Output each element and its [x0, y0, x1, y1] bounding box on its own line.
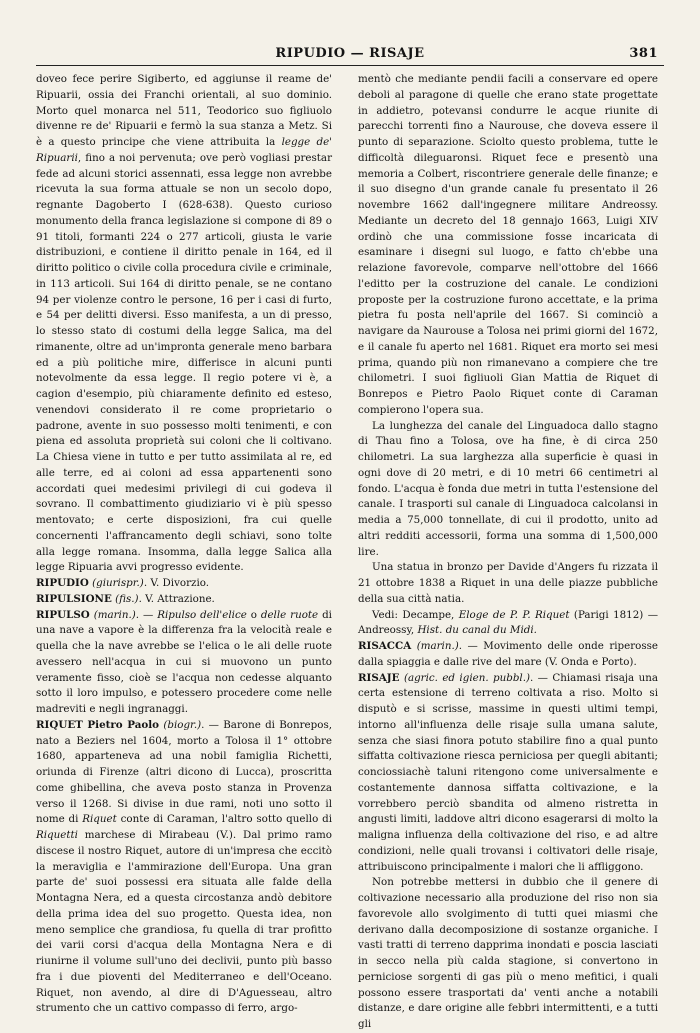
right-column	[358, 72, 658, 1033]
running-title: RIPUDIO — RISAJE	[275, 46, 425, 61]
paragraph-riquet-cont: mentò che mediante pendii facili a conservare ed opere deboli al paragone di quelle che erano state progettate in addietro, potevansi condurre le acque riunite di parecchi torrenti fino a Naurouse, che doveva essere il punto di separazione. Sciolto questo problema, tutte le difficoltà dileguaronsi. Riquet fece e presentò una memoria a Colbert, riscontriere generale delle finanze; e il suo disegno d'un grande canale fu presentato il 26 novembre 1662 dall'ingegnere militare Andreossy. Mediante un decreto del 18 gennajo 1663, Luigi XIV ordinò che una commissione fosse incaricata di esaminare i disegni sul luogo, e fatto ch'ebbe una relazione favorevole, comparve nell'ottobre del 1666 l'editto per la costruzione del canale. Le condizioni proposte per la costruzione furono accettate, e la prima pietra fu posta nell'aprile del 1667. Si cominciò a navigare da Naurouse a Tolosa nei primi giorni del 1672, e il canale fu aperto nel 1681. Riquet era morto sei mesi prima, quando più non rimanevano a compiere che tre chilometri. I suoi figliuoli Gian Mattia de Riquet di Bonrepos e Pietro Paolo Riquet conte di Caraman compierono l'opera sua.	[358, 73, 658, 416]
paragraph-vedi: Vedi: Decampe, Eloge de P. P. Riquet (Parigi 1812) — Andreossy, Hist. du canal du Midi.	[358, 608, 658, 637]
entry-ripulso: RIPULSO (marin.). — Ripulso dell'elice o delle ruote di una nave a vapore è la differenza fra la velocità reale e quella che la nave avrebbe se l'elica o le ali delle ruote avessero nell'acqua in cui si muovono un punto veramente fisso, cioè se l'acqua non cedesse alquanto sotto il loro impulso, e potessero procedere come nelle madreviti e negli ingranaggi.	[36, 608, 332, 715]
entry-risacca: RISACCA (marin.). — Movimento delle onde riperosse dalla spiaggia e dalle rive del mare (V. Onda e Porto).	[358, 640, 658, 668]
entry-ripudio: RIPUDIO (giurispr.). V. Divorzio.	[36, 577, 210, 589]
header-rule	[36, 65, 664, 66]
left-column	[36, 72, 332, 1017]
entry-riquet: RIQUET Pietro Paolo (biogr.). — Barone di Bonrepos, nato a Beziers nel 1604, morto a Tolosa il 1° ottobre 1680, apparteneva ad una nobil famiglia Richetti, oriunda di Firenze (altri dicono di Lucca), proscritta come ghibellina, che aveva posto stanza in Provenza verso il 1268. Si divise in due rami, noti uno sotto il nome di Riquet conte di Caraman, l'altro sotto quello di Riquetti marchese di Mirabeau (V.). Dal primo ramo discese il nostro Riquet, autore di un'impresa che eccitò la meraviglia e l'ammirazione dell'Europa. Una gran parte de' suoi possessi era situata alle falde della Montagna Nera, ed a questa circostanza andò debitore della prima idea del suo progetto. Questa idea, non meno semplice che grandiosa, fu quella di trar profitto dei varii corsi d'acqua della Montagna Nera e di riunirne il volume sull'uno dei declivii, punto più basso fra i due pioventi del Mediterraneo e dell'Oceano. Riquet, non avendo, al dire di D'Aguesseau, altro strumento che un cattivo compasso di ferro, argo-	[36, 718, 332, 1015]
paragraph-canal-length: La lunghezza del canale del Linguadoca dallo stagno di Thau fino a Tolosa, ove ha fine, è di circa 250 chilometri. La sua larghezza alla superficie è quasi in ogni dove di 20 metri, e di 10 metri 66 centimetri al fondo. L'acqua è fonda due metri in tutta l'estensione del canale. I trasporti sul canale di Linguadoca calcolansi in media a 75,000 tonnellate, di cui il prodotto, unito ad altri redditi accessorii, forma una somma di 1,500,000 lire.	[358, 419, 658, 558]
entry-ripulsione: RIPULSIONE (fis.). V. Attrazione.	[36, 592, 215, 605]
paragraph-ripuarii: doveo fece perire Sigiberto, ed aggiunse il reame de' Ripuarii, ossia dei Franchi orientali, al suo dominio. Morto quel monarca nel 511, Teodorico suo figliuolo divenne re de' Ripuarii e fermò la sua stanza a Metz. Si è a questo principe che viene attribuita la legge de' Ripuarii, fino a noi pervenuta; ove però vogliasi prestar fede ad alcuni storici assennati, essa legge non avrebbe ricevuta la sua forma attuale se non un secolo dopo, regnante Dagoberto I (628-638). Questo curioso monumento della franca legislazione si compone di 89 o 91 titoli, formanti 224 o 277 articoli, giusta le varie distribuzioni, e contiene il diritto penale in 164, ed il diritto politico o civile colla procedura civile e criminale, in 113 articoli. Sui 164 di diritto penale, se ne contano 94 per violenze contro le persone, 16 per i casi di furto, e 54 per delitti diversi. Esso manifesta, a un di presso, lo stesso stato di costumi della legge Salica, ma del rimanente, oltre ad un'impronta generale meno barbara ed a più politiche mire, differisce in alcuni punti notevolmente da essa legge. Il regio potere vi è, a cagion d'esempio, più chiaramente definito ed esteso, venendovi considerato il re come proprietario o padrone, avente in suo possesso molti tenimenti, e con piena ed assoluta proprietà sui coloni che li coltivano. La Chiesa viene in tutto e per tutto assimilata al re, ed alle terre, ed ai coloni ad essa appartenenti sono accordati quei medesimi privilegi di cui godeva il sovrano. Il combattimento giudiziario vi è più spesso mentovato; e certe disposizioni, fra cui quelle concernenti l'affrancamento degli schiavi, sono tolte alla legge romana. Insomma, dalla legge Salica alla legge Ripuaria avvi progresso evidente.	[36, 73, 332, 574]
entry-risaje: RISAJE (agric. ed igien. pubbl.). — Chiamasi risaja una certa estensione di terreno coltivata a riso. Molto si disputò e si scrisse, massime in questi ultimi tempi, intorno all'influenza delle risaje sulla umana salute, senza che siasi finora potuto stabilire fino a qual punto siffatta coltivazione riesca perniciosa per quegli abitanti; conciossiachè taluni ritengono come universalmente e costantemente dannosa siffatta coltivazione, e la vorrebbero perciò sbandita od almeno ristretta in angusti limiti, laddove altri dicono esagerarsi di molto la maligna influenza della coltivazione del riso, e ad altre condizioni, nelle quali trovansi i coltivatori delle risaje, attribuiscono principalmente i malori che li affliggono.	[358, 671, 658, 873]
page-header	[36, 44, 664, 66]
page-number: 381	[629, 46, 658, 61]
paragraph-statue: Una statua in bronzo per Davide d'Angers fu rizzata il 21 ottobre 1838 a Riquet in una delle piazze pubbliche della sua città natia.	[358, 561, 658, 605]
paragraph-miasmi: Non potrebbe mettersi in dubbio che il genere di coltivazione necessario alla produzione del riso non sia favorevole allo svolgimento di tutti quei miasmi che derivano dalla decomposizione di sostanze organiche. I vasti tratti di terreno dapprima inondati e poscia lasciati in secco nella più calda stagione, si convertono in perniciose sorgenti di gas più o meno mefitici, i quali possono essere trasportati da' venti anche a notabili distanze, e dare origine alle febbri intermittenti, e a tutti gli	[358, 876, 658, 1030]
